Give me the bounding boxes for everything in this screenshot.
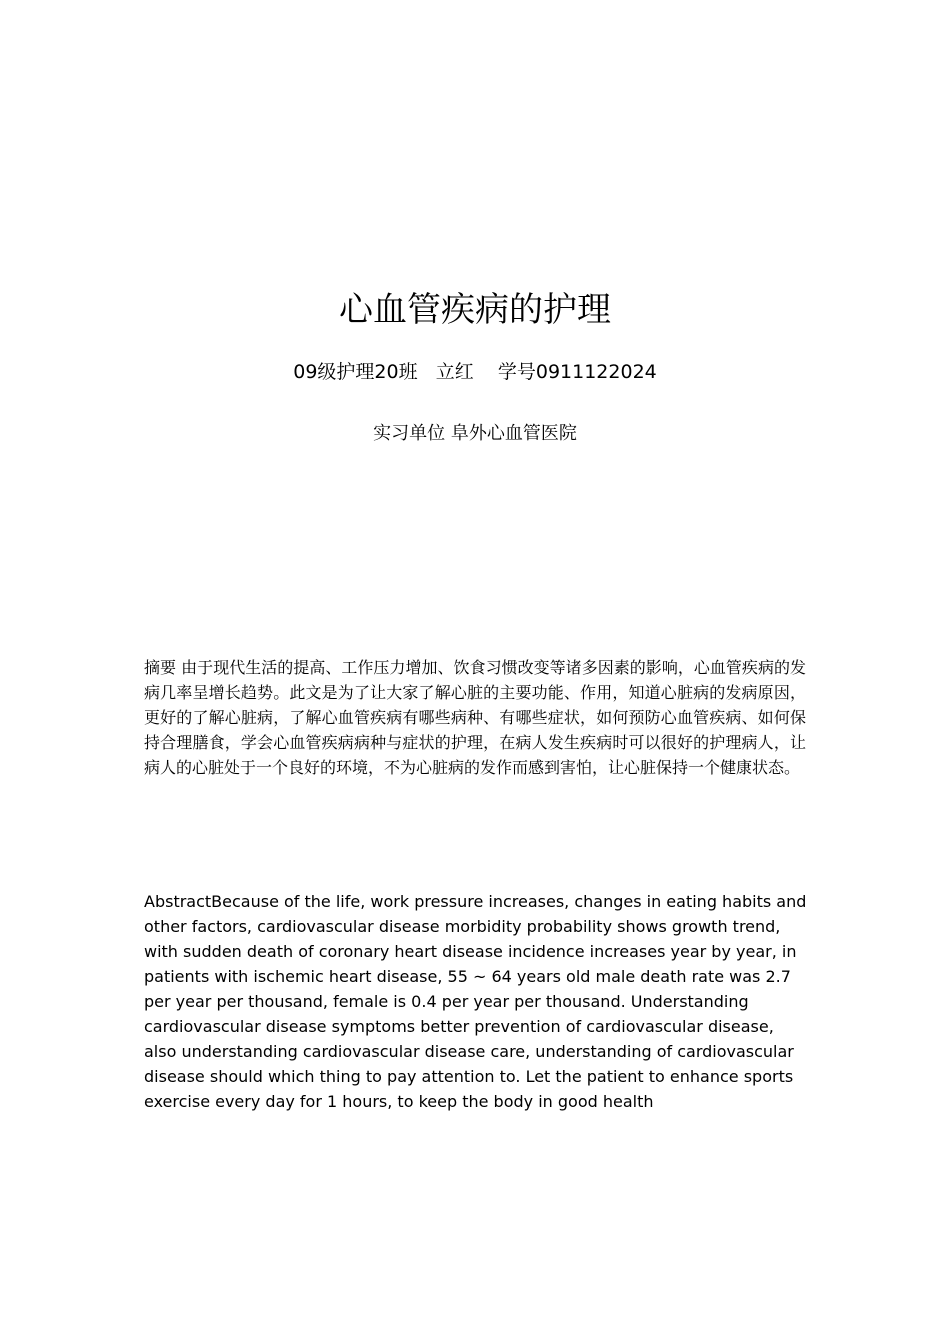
english-abstract: AbstractBecause of the life, work pressure increases, changes in eating habits and other factors, cardiovascular disease morbidity probability shows growth trend, with sudden death of coronary heart disease incidence increases year by year, in patients with ischemic heart disease, 55 ~ 64 years old male death rate was 2.7 per year per thousand, female is 0.4 per year per thousand. Understanding cardiovascular disease symptoms better prevention of cardiovascular disease, also understanding cardiovascular disease care, understanding of cardiovascular disease should which thing to pay attention to. Let the patient to enhance sports exercise every day for 1 hours, to keep the body in good health: [144, 892, 807, 1111]
internship-unit-line: 实习单位 阜外心血管医院: [373, 423, 577, 444]
chinese-abstract: 摘要 由于现代生活的提高、工作压力增加、饮食习惯改变等诸多因素的影响，心血管疾病的发病几率呈增长趋势。此文是为了让大家了解心脏的主要功能、作用，知道心脏病的发病原因，更好的了解心脏病，了解心血管疾病有哪些病种、有哪些症状，如何预防心血管疾病、如何保持合理膳食，学会心血管疾病病种与症状的护理，在病人发生疾病时可以很好的护理病人，让病人的心脏处于一个良好的环境，不为心脏病的发作而感到害怕，让心脏保持一个健康状态。: [144, 658, 806, 777]
document-title: 心血管疾病的护理: [339, 290, 611, 330]
author-line: 09级护理20班 立红 学号0911122024: [293, 361, 657, 383]
